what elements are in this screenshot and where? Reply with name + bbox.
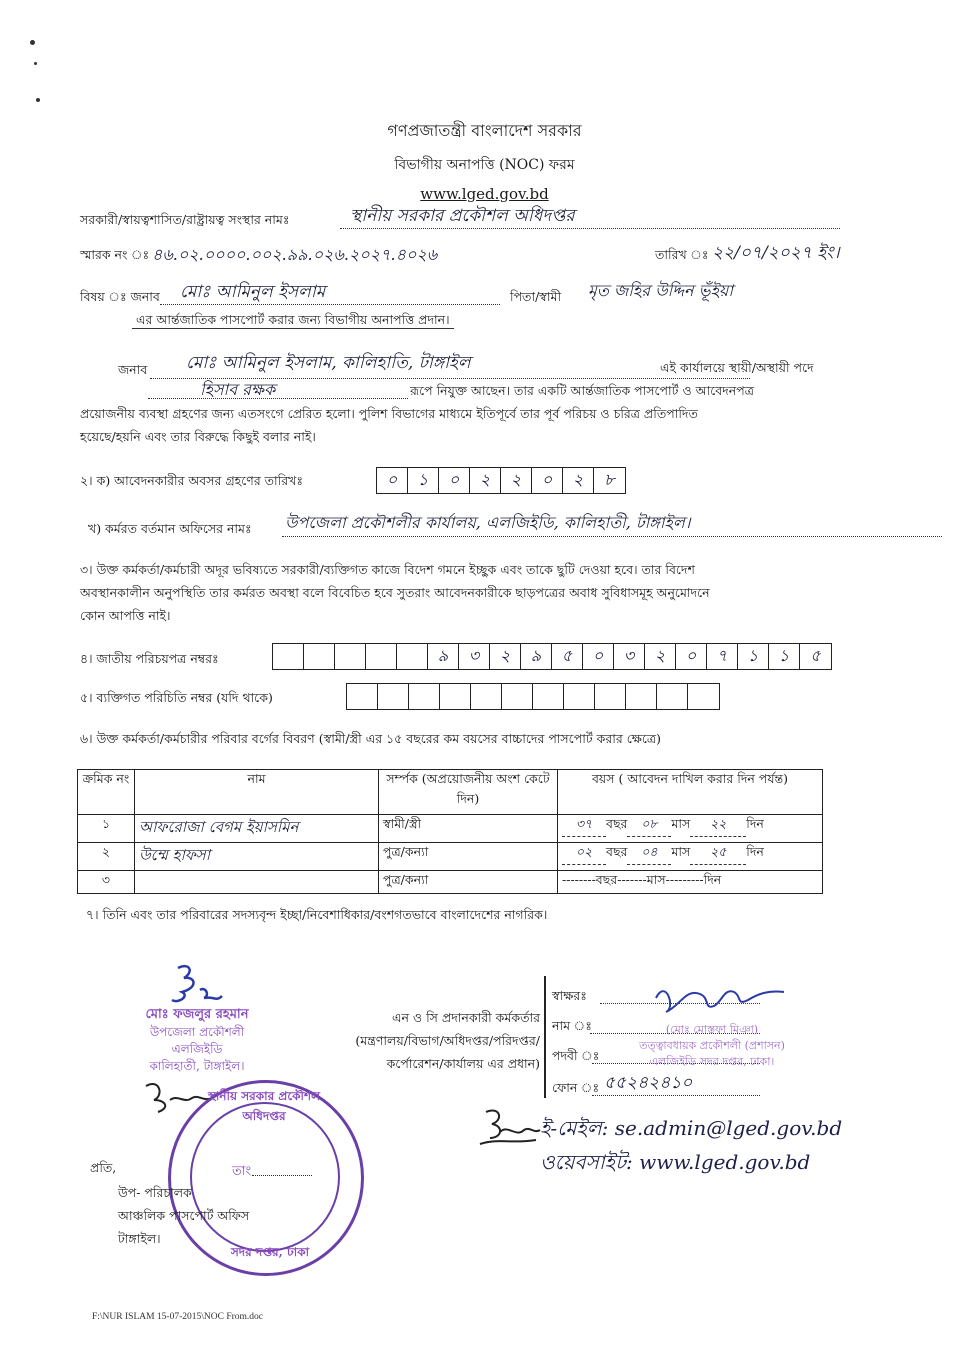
age-months: ০৮	[627, 816, 671, 837]
nid-digit: ২	[490, 644, 521, 669]
row-relation: পুত্র/কন্যা	[379, 871, 558, 894]
right-stamp-line3: এলজিইডি সদর দপ্তর, ঢাকা।	[649, 1054, 775, 1068]
retirement-date-digit: ০	[439, 468, 470, 493]
row-name: আফরোজা বেগম ইয়াসমিন	[135, 815, 379, 843]
right-stamp-line2: তত্ত্বাবধায়ক প্রকৌশলী (প্রশাসন)	[639, 1038, 785, 1052]
right-stamp-line1: (মোঃ মোস্তফা মিঞা)	[665, 1023, 759, 1036]
age-years: --------	[562, 872, 596, 887]
nid-digit: ৫	[552, 644, 583, 669]
document-header	[0, 118, 969, 203]
age-months: -------	[617, 872, 647, 887]
nid-digit	[304, 644, 335, 669]
office-name-value: উপজেলা প্রকৌশলীর কার্যালয়, এলজিইডি, কালিহাতী, টাঙ্গাইল।	[285, 513, 691, 532]
age-days: ---------	[665, 872, 704, 887]
personal-id-digit	[440, 684, 471, 709]
para1-post: হিসাব রক্ষক	[200, 380, 276, 399]
retirement-date-boxes	[376, 467, 626, 494]
right-officer-stamp	[612, 1022, 812, 1070]
age-days-label: দিন	[703, 872, 722, 887]
nid-digit: ৫	[810, 646, 821, 665]
seal-outer-text: স্থানীয় সরকার প্রকৌশল অধিদপ্তর	[207, 1089, 321, 1123]
row-serial: ৩	[78, 871, 135, 894]
memo-value: ৪৬.০২.০০০০.০০২.৯৯.০২৬.২০২৭.৪০২৬	[152, 245, 438, 264]
personal-id-digit	[688, 684, 719, 709]
retirement-date-digit: ০	[377, 468, 408, 493]
retirement-date-digit: ৮	[604, 470, 615, 489]
row-age	[558, 871, 823, 894]
phone-label: ফোন ঃ	[552, 1080, 600, 1095]
personal-id-boxes	[346, 683, 720, 710]
personal-id-digit	[657, 684, 688, 709]
para1-name: মোঃ আমিনুল ইসলাম, কালিহাতি, টাঙ্গাইল	[186, 353, 471, 373]
seal-bottom-text: সদর দপ্তর, ঢাকা	[230, 1245, 310, 1259]
father-label: পিতা/স্বামী	[510, 289, 562, 304]
row-relation: স্বামী/স্ত্রী	[379, 815, 558, 843]
email-note-line2: ওয়েবসাইট: www.lged.gov.bd	[540, 1150, 811, 1174]
org-label: সরকারী/স্বায়ত্বশাসিত/রাষ্ট্রায়ত্ব সংস্থার নামঃ	[80, 212, 290, 227]
nid-digit: ৩	[614, 644, 645, 669]
row-name	[135, 871, 379, 894]
para1-line4: হয়েছে/হয়নি এবং তার বিরুদ্ধে কিছুই বলার নাই।	[80, 429, 316, 444]
nid-digit: ৩	[459, 644, 490, 669]
nid-digit: ০	[583, 644, 614, 669]
signature-divider	[544, 976, 546, 1098]
nid-digit	[335, 644, 366, 669]
left-officer-stamp	[112, 1006, 282, 1075]
age-months-label: মাস	[671, 844, 691, 859]
citizenship-statement: ৭। তিনি এবং তার পরিবারের সদস্যবৃন্দ ইচ্ছা/নিবেশাধিকার/বংশগতভাবে বাংলাদেশের নাগরিক।	[86, 907, 548, 922]
footer-file-path: F:\NUR ISLAM 15-07-2015\NOC From.doc	[92, 1312, 264, 1322]
left-stamp-name: মোঃ ফজলুর রহমান	[145, 1007, 249, 1022]
family-table	[77, 769, 823, 894]
subject-name: মোঃ আমিনুল ইসলাম	[180, 282, 326, 302]
office-name-label: খ) কর্মরত বর্তমান অফিসের নামঃ	[88, 521, 252, 536]
personal-id-digit	[533, 684, 564, 709]
personal-id-digit	[595, 684, 626, 709]
age-days-label: দিন	[746, 844, 764, 859]
post-label: পদবী ঃ	[552, 1048, 600, 1063]
retirement-date-digit: ২	[501, 468, 532, 493]
nid-label: ৪। জাতীয় পরিচয়পত্র নম্বরঃ	[80, 651, 219, 666]
memo-label: স্মারক নং ঃ	[80, 247, 150, 262]
item3-line2: অবস্থানকালীন অনুপস্থিতি তার কর্মরত অবস্থা বলে বিবেচিত হবে সুতরাং আবেদনকারীকে ছাড়পত্রের অবাধ সুবিধাসমূহ অনুমোদনে	[80, 585, 710, 600]
age-years-label: বছর	[606, 844, 628, 859]
noc-authority-line1: এন ও সি প্রদানকারী কর্মকর্তার	[391, 1010, 540, 1025]
personal-id-digit	[409, 684, 440, 709]
table-row	[78, 815, 823, 843]
age-header: বয়স ( আবেদন দাখিল করার দিন পর্যন্ত)	[558, 770, 823, 815]
left-stamp-line4: কালিহাতী, টাঙ্গাইল।	[149, 1058, 245, 1073]
age-years: ০২	[562, 844, 606, 865]
nid-digit: ৭	[707, 644, 738, 669]
para1-prefix: জনাব	[118, 362, 148, 377]
age-days-label: দিন	[746, 816, 764, 831]
row-serial: ১	[78, 815, 135, 843]
serial-header: ক্রমিক নং	[78, 770, 135, 815]
scan-speck	[30, 40, 35, 45]
email-note-line1: ই-মেইল: se.admin@lged.gov.bd	[540, 1116, 843, 1140]
phone-value: ৫৫২৪২৪১০	[604, 1073, 693, 1093]
name-header: নাম	[135, 770, 379, 815]
retirement-date-digit: ১	[408, 468, 439, 493]
website-link[interactable]: www.lged.gov.bd	[420, 185, 549, 203]
personal-id-digit	[626, 684, 657, 709]
row-age	[558, 815, 823, 843]
seal-date-label: তাং	[232, 1164, 252, 1179]
subject-label: বিষয় ঃ জনাব	[80, 289, 160, 304]
table-row	[78, 871, 823, 894]
row-name: উম্মে হাফসা	[135, 843, 379, 871]
nid-boxes	[272, 643, 832, 670]
right-signature	[650, 968, 800, 1016]
para1-suffix2: রূপে নিযুক্ত আছেন। তার একটি আর্ন্তজাতিক পাসপোর্ট ও আবেদনপত্র	[410, 383, 754, 398]
personal-id-digit	[347, 684, 378, 709]
left-stamp-line3: এলজিইডি	[171, 1041, 223, 1056]
noc-authority	[300, 1006, 540, 1075]
subject-line2: এর আর্ন্তজাতিক পাসপোর্ট করার জন্য বিভাগীয় অনাপত্তি প্রদান।	[132, 312, 454, 329]
father-value: মৃত জহির উদ্দিন ভূঁইয়া	[588, 281, 733, 300]
left-stamp-line2: উপজেলা প্রকৌশলী	[149, 1025, 245, 1040]
item3-line1: ৩। উক্ত কর্মকর্তা/কর্মচারী অদূর ভবিষ্যতে সরকারী/ব্যক্তিগত কাজে বিদেশ গমনে ইচ্ছুক এবং তাকে ছুটি দেওয়া হবে। তার বিদেশ	[80, 562, 695, 577]
form-title: বিভাগীয় অনাপত্তি (NOC) ফরম	[394, 157, 575, 173]
email-side-signature	[476, 1104, 546, 1150]
personal-id-label: ৫। ব্যক্তিগত পরিচিতি নম্বর (যদি থাকে)	[80, 690, 273, 705]
left-signature	[160, 960, 250, 1010]
relation-header: সর্ম্পক (অপ্রয়োজনীয় অংশ কেটে দিন)	[379, 770, 558, 815]
noc-authority-line2: (মন্ত্রণালয়/বিভাগ/অধিদপ্তর/পরিদপ্তর/	[355, 1033, 540, 1049]
nid-digit: ১	[738, 644, 769, 669]
retirement-date-label: ২। ক) আবেদনকারীর অবসর গ্রহণের তারিখঃ	[80, 473, 304, 488]
age-months-label: মাস	[671, 816, 691, 831]
nid-digit: ১	[769, 644, 800, 669]
age-years: ৩৭	[562, 816, 606, 837]
nid-digit: ৯	[521, 644, 552, 669]
table-row	[78, 843, 823, 871]
age-days: ২২	[690, 816, 746, 837]
age-days: ২৫	[690, 844, 746, 865]
nid-digit	[273, 644, 304, 669]
scan-speck	[36, 98, 40, 102]
scan-speck	[34, 62, 37, 65]
nid-digit: ৯	[428, 644, 459, 669]
row-relation: পুত্র/কন্যা	[379, 843, 558, 871]
row-age	[558, 843, 823, 871]
nid-digit	[397, 644, 428, 669]
age-months-label: মাস	[646, 872, 666, 887]
noc-authority-line3: কর্পোরেশন/কার্যালয় এর প্রধান)	[386, 1056, 540, 1072]
recipient-line4: টাঙ্গাইল।	[118, 1231, 161, 1246]
family-label: ৬। উক্ত কর্মকর্তা/কর্মচারীর পরিবার বর্গের বিবরণ (স্বামী/স্ত্রী এর ১৫ বছরের কম বয়সের বাচ্চাদের পাসপোর্ট করার ক্ষেত্রে)	[80, 731, 661, 746]
nid-digit: ২	[645, 644, 676, 669]
personal-id-digit	[564, 684, 595, 709]
nid-digit	[366, 644, 397, 669]
nid-digit: ০	[676, 644, 707, 669]
retirement-date-digit: ০	[532, 468, 563, 493]
age-years-label: বছর	[595, 872, 618, 887]
recipient-line3: আঞ্চলিক পাসপোর্ট অফিস	[118, 1208, 250, 1223]
age-years-label: বছর	[606, 816, 628, 831]
recipient-line2: উপ- পরিচালক	[118, 1185, 192, 1200]
recipient-to: প্রতি,	[90, 1160, 117, 1175]
para1-post-dotted	[148, 398, 408, 399]
para1-suffix1: এই কার্যালয়ে স্থায়ী/অস্থায়ী পদে	[660, 360, 814, 375]
memo-date-value: ২২/০৭/২০২৭ ইং।	[712, 243, 840, 263]
age-months: ০৪	[627, 844, 671, 865]
row-serial: ২	[78, 843, 135, 871]
name-label: নাম ঃ	[552, 1018, 592, 1033]
retirement-date-digit: ২	[563, 468, 594, 493]
memo-date-label: তারিখ ঃ	[655, 247, 709, 262]
seal-date-line	[252, 1175, 312, 1176]
family-table-header	[78, 770, 823, 815]
personal-id-digit	[471, 684, 502, 709]
government-title: গণপ্রজাতন্ত্রী বাংলাদেশ সরকার	[387, 121, 582, 140]
retirement-date-digit: ২	[470, 468, 501, 493]
item3-line3: কোন আপত্তি নাই।	[80, 608, 171, 623]
para1-line3: প্রয়োজনীয় ব্যবস্থা গ্রহণের জন্য এতসংগে প্রেরিত হলো। পুলিশ বিভাগের মাধ্যমে ইতিপূর্বে তার পূর্ব পরিচয় ও চরিত্র প্রতিপাদিত	[80, 406, 698, 421]
personal-id-digit	[378, 684, 409, 709]
personal-id-digit	[502, 684, 533, 709]
sign-label: স্বাক্ষরঃ	[552, 988, 587, 1003]
org-value: স্থানীয় সরকার প্রকৌশল অধিদপ্তর	[350, 206, 575, 226]
